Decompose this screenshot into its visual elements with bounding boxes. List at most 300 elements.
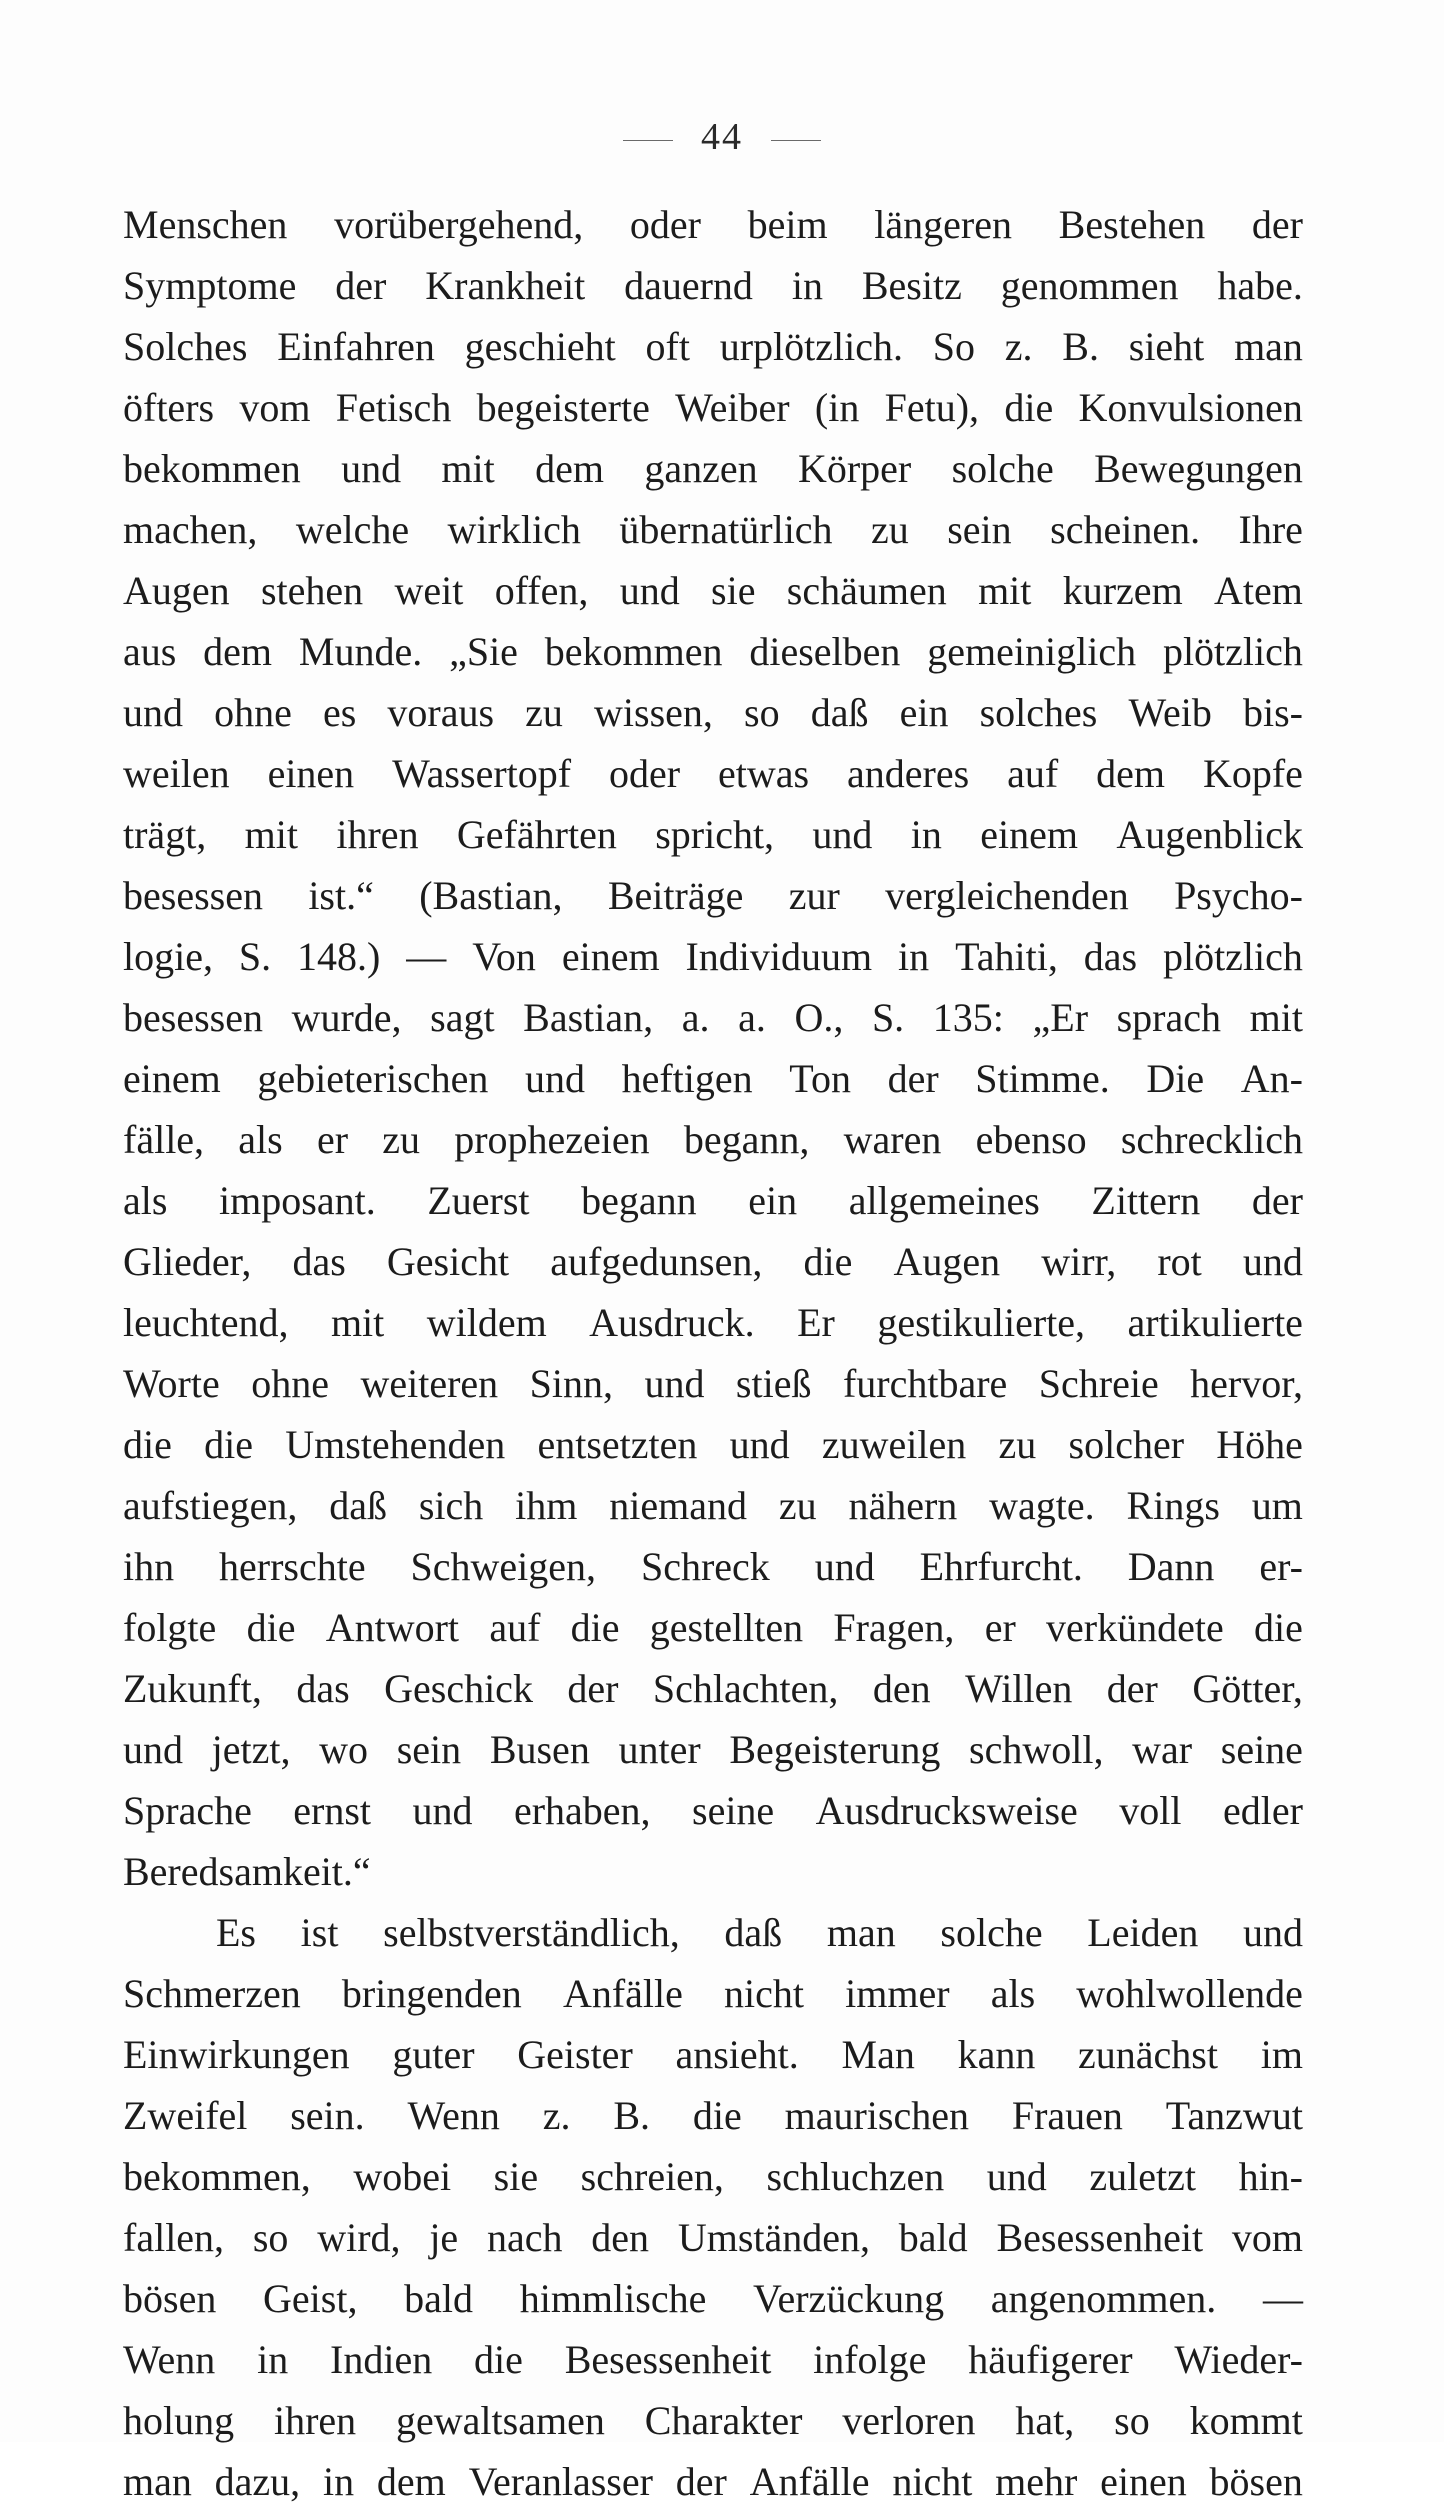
word: kurzem	[1062, 568, 1183, 613]
word: Gefährten	[456, 812, 617, 857]
word: wissen,	[594, 690, 713, 735]
word: Verzückung	[753, 2276, 945, 2321]
word: wo	[319, 1727, 369, 1772]
word: entsetzten	[537, 1422, 698, 1467]
word: hin-	[1238, 2154, 1303, 2199]
word: den	[872, 1666, 931, 1711]
word: schwoll,	[969, 1727, 1104, 1772]
word: Ton	[789, 1056, 851, 1101]
word: zuletzt	[1089, 2154, 1196, 2199]
header-dash-left	[623, 140, 673, 141]
word: etwas	[718, 751, 810, 796]
word: öfters	[123, 385, 215, 430]
word: und	[341, 446, 402, 491]
word: machen,	[123, 507, 258, 552]
word: einen	[1100, 2459, 1187, 2504]
word: Bewegungen	[1094, 446, 1303, 491]
word: Geschick	[384, 1666, 533, 1711]
word: offen,	[494, 568, 589, 613]
word: bald	[404, 2276, 474, 2321]
word: nach	[486, 2215, 563, 2260]
word: häufigerer	[968, 2337, 1133, 2382]
word: er-	[1259, 1544, 1303, 1589]
word: bekommen	[544, 629, 723, 674]
text-line	[123, 1048, 1303, 1109]
word: daß	[810, 690, 869, 735]
text-line	[123, 1658, 1303, 1719]
word: ein	[748, 1178, 798, 1223]
word: wurde,	[291, 995, 402, 1040]
word: der	[335, 263, 387, 308]
text-line	[123, 2329, 1303, 2390]
word: logie,	[123, 934, 213, 979]
word: Frauen	[1011, 2093, 1123, 2138]
word: Schmerzen	[123, 1971, 301, 2016]
word: fallen,	[123, 2215, 225, 2260]
word: nicht	[724, 1971, 805, 2016]
word: um	[1251, 1483, 1303, 1528]
word: vorübergehend,	[334, 202, 584, 247]
text-line	[123, 1963, 1303, 2024]
word: Umstehenden	[285, 1422, 506, 1467]
word: mit	[978, 568, 1032, 613]
word: der	[567, 1666, 619, 1711]
word: Götter,	[1192, 1666, 1303, 1711]
word: Antwort	[325, 1605, 460, 1650]
word: sein	[396, 1727, 462, 1772]
word: Wassertopf	[392, 751, 572, 796]
text-line	[123, 1292, 1303, 1353]
word: weit	[394, 568, 464, 613]
word: das	[1083, 934, 1138, 979]
word: holung	[123, 2398, 235, 2443]
word: einem	[123, 1056, 221, 1101]
word: erhaben,	[513, 1788, 651, 1833]
word: längeren	[874, 202, 1012, 247]
word: Schreie	[1038, 1361, 1159, 1406]
word: übernatürlich	[619, 507, 833, 552]
text-line	[123, 438, 1303, 499]
text-line	[123, 804, 1303, 865]
word: gebieterischen	[257, 1056, 489, 1101]
word: verloren	[842, 2398, 976, 2443]
word: Umständen,	[677, 2215, 870, 2260]
text-line	[123, 1841, 1303, 1902]
word: Bestehen	[1058, 202, 1206, 247]
word: niemand	[609, 1483, 747, 1528]
text-line	[123, 499, 1303, 560]
word: ganzen	[644, 446, 758, 491]
word: zu	[525, 690, 563, 735]
word: scheinen.	[1050, 507, 1201, 552]
word: infolge	[813, 2337, 927, 2382]
word: edler	[1222, 1788, 1303, 1833]
word: Glieder,	[123, 1239, 252, 1284]
word: Ehrfurcht.	[919, 1544, 1083, 1589]
word: heftigen	[621, 1056, 753, 1101]
word: stehen	[260, 568, 364, 613]
word: (in	[814, 385, 860, 430]
word: Höhe	[1216, 1422, 1303, 1467]
word: und	[619, 568, 680, 613]
word: Dann	[1127, 1544, 1215, 1589]
word: schluchzen	[766, 2154, 945, 2199]
word: dem	[376, 2459, 446, 2504]
word: Anfälle	[749, 2459, 870, 2504]
word: Leiden	[1087, 1910, 1199, 1955]
word: Wenn	[123, 2337, 216, 2382]
word: ihren	[273, 2398, 357, 2443]
word: der	[675, 2459, 727, 2504]
word: zuweilen	[821, 1422, 967, 1467]
word: dauernd	[624, 263, 753, 308]
word: Bastian,	[523, 995, 654, 1040]
word: so	[1114, 2398, 1150, 2443]
word: gewaltsamen	[396, 2398, 605, 2443]
word: O.,	[794, 995, 844, 1040]
word: dem	[1096, 751, 1166, 796]
word: begeisterte	[476, 385, 650, 430]
word: hervor,	[1190, 1361, 1303, 1406]
text-line	[123, 1536, 1303, 1597]
word: begann,	[683, 1117, 810, 1162]
word: Veranlasser	[468, 2459, 653, 2504]
word: das	[296, 1666, 350, 1711]
word: aus	[123, 629, 177, 674]
word: und	[812, 812, 873, 857]
word: Ihre	[1238, 507, 1303, 552]
word: zur	[788, 873, 840, 918]
word: Solches	[123, 324, 248, 369]
word: zu	[778, 1483, 817, 1528]
word: B.	[1062, 324, 1099, 369]
word: gestellten	[649, 1605, 804, 1650]
word: so	[252, 2215, 289, 2260]
word: sieht	[1128, 324, 1205, 369]
word: mit	[244, 812, 299, 857]
word: Sprache	[123, 1788, 252, 1833]
word: das	[292, 1239, 346, 1284]
word: sein.	[290, 2093, 365, 2138]
word: Weiber	[675, 385, 790, 430]
word: mehr	[995, 2459, 1078, 2504]
word: Gesicht	[386, 1239, 510, 1284]
word: Ausdruck.	[589, 1300, 755, 1345]
text-line	[123, 1353, 1303, 1414]
word: ohne	[251, 1361, 329, 1406]
word: bis-	[1243, 690, 1303, 735]
word: die	[474, 2337, 523, 2382]
word: daß	[724, 1910, 783, 1955]
word: Sinn,	[529, 1361, 613, 1406]
word: man	[123, 2459, 192, 2504]
word: rot	[1157, 1239, 1202, 1284]
word: 135:	[932, 995, 1004, 1040]
word: Weib	[1128, 690, 1212, 735]
word: bekommen,	[123, 2154, 311, 2199]
word: solches	[979, 690, 1098, 735]
word: Zuerst	[427, 1178, 530, 1223]
word: schäumen	[786, 568, 947, 613]
word: in	[910, 812, 942, 857]
word: unter	[618, 1727, 701, 1772]
text-line	[123, 377, 1303, 438]
word: „Er	[1032, 995, 1089, 1040]
word: dieselben	[749, 629, 901, 674]
text-line	[123, 560, 1303, 621]
page-header	[0, 115, 1444, 159]
word: Munde.	[298, 629, 423, 674]
word: S.	[238, 934, 272, 979]
word: genommen	[1000, 263, 1179, 308]
word: wirr,	[1041, 1239, 1117, 1284]
word: Beredsamkeit.“	[123, 1849, 371, 1894]
word: seine	[692, 1788, 775, 1833]
word: (Bastian,	[419, 873, 563, 918]
word: z.	[542, 2093, 571, 2138]
word: es	[322, 690, 357, 735]
text-line	[123, 1475, 1303, 1536]
word: wagte.	[989, 1483, 1095, 1528]
word: Willen	[965, 1666, 1073, 1711]
text-line	[123, 2146, 1303, 2207]
word: Individuum	[685, 934, 873, 979]
text-line	[123, 255, 1303, 316]
word: oder	[609, 751, 681, 796]
word: wird,	[317, 2215, 401, 2260]
text-line	[123, 1414, 1303, 1475]
word: sein	[947, 507, 1012, 552]
word: Indien	[330, 2337, 433, 2382]
word: selbstverständlich,	[383, 1910, 680, 1955]
word: trägt,	[123, 812, 207, 857]
word: prophezeien	[454, 1117, 650, 1162]
word: artikulierte	[1127, 1300, 1303, 1345]
word: voraus	[387, 690, 495, 735]
word: bösen	[1209, 2459, 1303, 2504]
word: wirklich	[447, 507, 581, 552]
word: man	[826, 1910, 896, 1955]
text-line	[123, 1780, 1303, 1841]
word: Die	[1146, 1056, 1205, 1101]
word: 148.)	[297, 934, 381, 979]
word: man	[1234, 324, 1303, 369]
word: Geist,	[263, 2276, 358, 2321]
text-line	[123, 926, 1303, 987]
word: war	[1132, 1727, 1193, 1772]
word: ohne	[214, 690, 292, 735]
word: der	[1251, 1178, 1303, 1223]
word: Zweifel	[123, 2093, 248, 2138]
word: immer	[845, 1971, 950, 2016]
word: mit	[441, 446, 495, 491]
word: Augen	[893, 1239, 1001, 1284]
word: Begeisterung	[729, 1727, 941, 1772]
word: So	[932, 324, 975, 369]
word: seine	[1220, 1727, 1303, 1772]
word: ansieht.	[675, 2032, 799, 2077]
word: und	[814, 1544, 875, 1589]
word: plötzlich	[1162, 629, 1303, 674]
word: er	[316, 1117, 349, 1162]
text-line	[123, 1902, 1303, 1963]
word: Besessenheit	[564, 2337, 772, 2382]
word: Fragen,	[833, 1605, 955, 1650]
word: Charakter	[644, 2398, 803, 2443]
word: sagt	[430, 995, 495, 1040]
text-line	[123, 2268, 1303, 2329]
word: sie	[493, 2154, 539, 2199]
text-line	[123, 621, 1303, 682]
word: hat,	[1015, 2398, 1075, 2443]
word: und	[123, 1727, 183, 1772]
word: der	[1251, 202, 1303, 247]
word: Besessenheit	[996, 2215, 1204, 2260]
word: Wieder-	[1174, 2337, 1303, 2382]
word: —	[1262, 2276, 1303, 2321]
word: oder	[629, 202, 701, 247]
word: dem	[535, 446, 604, 491]
word: und	[524, 1056, 585, 1101]
word: als	[238, 1117, 283, 1162]
word: er	[984, 1605, 1016, 1650]
word: spricht,	[655, 812, 775, 857]
word: Konvulsionen	[1078, 385, 1303, 430]
word: einem	[561, 934, 660, 979]
word: Atem	[1214, 568, 1303, 613]
text-line	[123, 194, 1303, 255]
word: ihn	[123, 1544, 175, 1589]
word: und	[986, 2154, 1047, 2199]
word: solche	[940, 1910, 1043, 1955]
word: allgemeines	[848, 1178, 1040, 1223]
word: Es	[216, 1910, 256, 1955]
word: schreien,	[580, 2154, 724, 2199]
word: schrecklich	[1120, 1117, 1303, 1162]
word: Schreck	[640, 1544, 770, 1589]
word: besessen	[123, 995, 263, 1040]
page-number: 44	[701, 116, 743, 158]
word: folgte	[123, 1605, 217, 1650]
word: die	[803, 1239, 853, 1284]
text-line	[123, 682, 1303, 743]
word: maurischen	[784, 2093, 969, 2138]
word: in	[257, 2337, 289, 2382]
text-line	[123, 1170, 1303, 1231]
word: An-	[1240, 1056, 1303, 1101]
word: und	[729, 1422, 790, 1467]
word: angenommen.	[990, 2276, 1217, 2321]
word: B.	[613, 2093, 651, 2138]
word: die	[570, 1605, 620, 1650]
word: die	[1254, 1605, 1303, 1650]
word: solche	[951, 446, 1054, 491]
word: dazu,	[214, 2459, 301, 2504]
word: furchtbare	[842, 1361, 1008, 1406]
word: und	[123, 690, 183, 735]
word: in	[322, 2459, 355, 2504]
word: Augen	[123, 568, 230, 613]
word: Menschen	[123, 202, 288, 247]
word: urplötzlich.	[719, 324, 903, 369]
word: —	[406, 934, 447, 979]
word: welche	[295, 507, 410, 552]
word: ein	[899, 690, 949, 735]
word: S.	[871, 995, 905, 1040]
word: in	[898, 934, 930, 979]
word: ist	[300, 1910, 339, 1955]
word: auf	[489, 1605, 541, 1650]
word: jetzt,	[211, 1727, 291, 1772]
word: Kopfe	[1202, 751, 1303, 796]
word: beim	[747, 202, 828, 247]
word: stieß	[735, 1361, 812, 1406]
word: Einwirkungen	[123, 2032, 350, 2077]
word: habe.	[1217, 263, 1303, 308]
word: mit	[330, 1300, 385, 1345]
word: in	[791, 263, 823, 308]
word: Busen	[489, 1727, 590, 1772]
word: oft	[645, 324, 690, 369]
word: sich	[418, 1483, 484, 1528]
word: sprach	[1116, 995, 1222, 1040]
word: Zukunft,	[123, 1666, 262, 1711]
word: Wenn	[407, 2093, 500, 2138]
word: gemeiniglich	[927, 629, 1137, 674]
word: herrschte	[219, 1544, 366, 1589]
word: wohlwollende	[1076, 1971, 1303, 2016]
word: anderes	[847, 751, 970, 796]
text-line	[123, 743, 1303, 804]
text-line	[123, 2207, 1303, 2268]
text-line	[123, 1109, 1303, 1170]
word: Körper	[797, 446, 912, 491]
word: Augenblick	[1116, 812, 1303, 857]
word: kann	[957, 2032, 1036, 2077]
word: und	[1242, 1239, 1303, 1284]
word: und	[644, 1361, 705, 1406]
text-line	[123, 2085, 1303, 2146]
word: Einfahren	[277, 324, 435, 369]
word: nähern	[848, 1483, 958, 1528]
word: auf	[1007, 751, 1059, 796]
word: bald	[898, 2215, 968, 2260]
word: die	[692, 2093, 742, 2138]
word: Tanzwut	[1165, 2093, 1303, 2138]
word: solcher	[1068, 1422, 1185, 1467]
word: Beiträge	[607, 873, 744, 918]
word: ebenso	[975, 1117, 1087, 1162]
word: Krankheit	[425, 263, 586, 308]
word: Von	[472, 934, 536, 979]
word: geschieht	[464, 324, 616, 369]
word: Fetu),	[884, 385, 980, 430]
word: im	[1260, 2032, 1303, 2077]
word: den	[591, 2215, 650, 2260]
word: Ausdrucksweise	[815, 1788, 1078, 1833]
word: so	[744, 690, 780, 735]
word: ihren	[336, 812, 419, 857]
text-line	[123, 1597, 1303, 1658]
word: Zittern	[1091, 1178, 1201, 1223]
word: fälle,	[123, 1117, 205, 1162]
word: a.	[738, 995, 766, 1040]
word: Schweigen,	[410, 1544, 597, 1589]
word: Geister	[517, 2032, 633, 2077]
word: mit	[1249, 995, 1303, 1040]
text-line	[123, 2451, 1303, 2512]
word: bringenden	[341, 1971, 522, 2016]
